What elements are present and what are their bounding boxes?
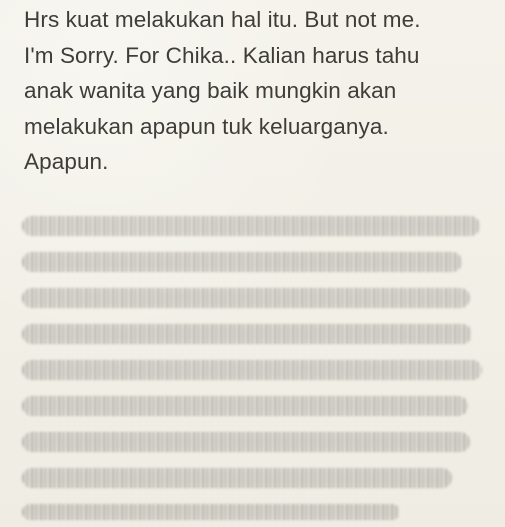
obscured-line bbox=[22, 468, 452, 488]
obscured-line bbox=[22, 252, 462, 272]
obscured-line bbox=[22, 216, 480, 236]
obscured-line bbox=[22, 504, 400, 520]
obscured-line bbox=[22, 288, 470, 308]
obscured-text-block bbox=[18, 208, 488, 520]
obscured-line bbox=[22, 396, 468, 416]
obscured-line bbox=[22, 360, 482, 380]
obscured-line bbox=[22, 432, 470, 452]
document-text: Hrs kuat melakukan hal itu. But not me. I'm Sorry. For Chika.. Kalian harus tahu anak wanita yang baik mungkin akan melakukan apapun tuk keluarganya. Apapun. bbox=[24, 7, 421, 175]
obscured-line bbox=[22, 324, 472, 344]
